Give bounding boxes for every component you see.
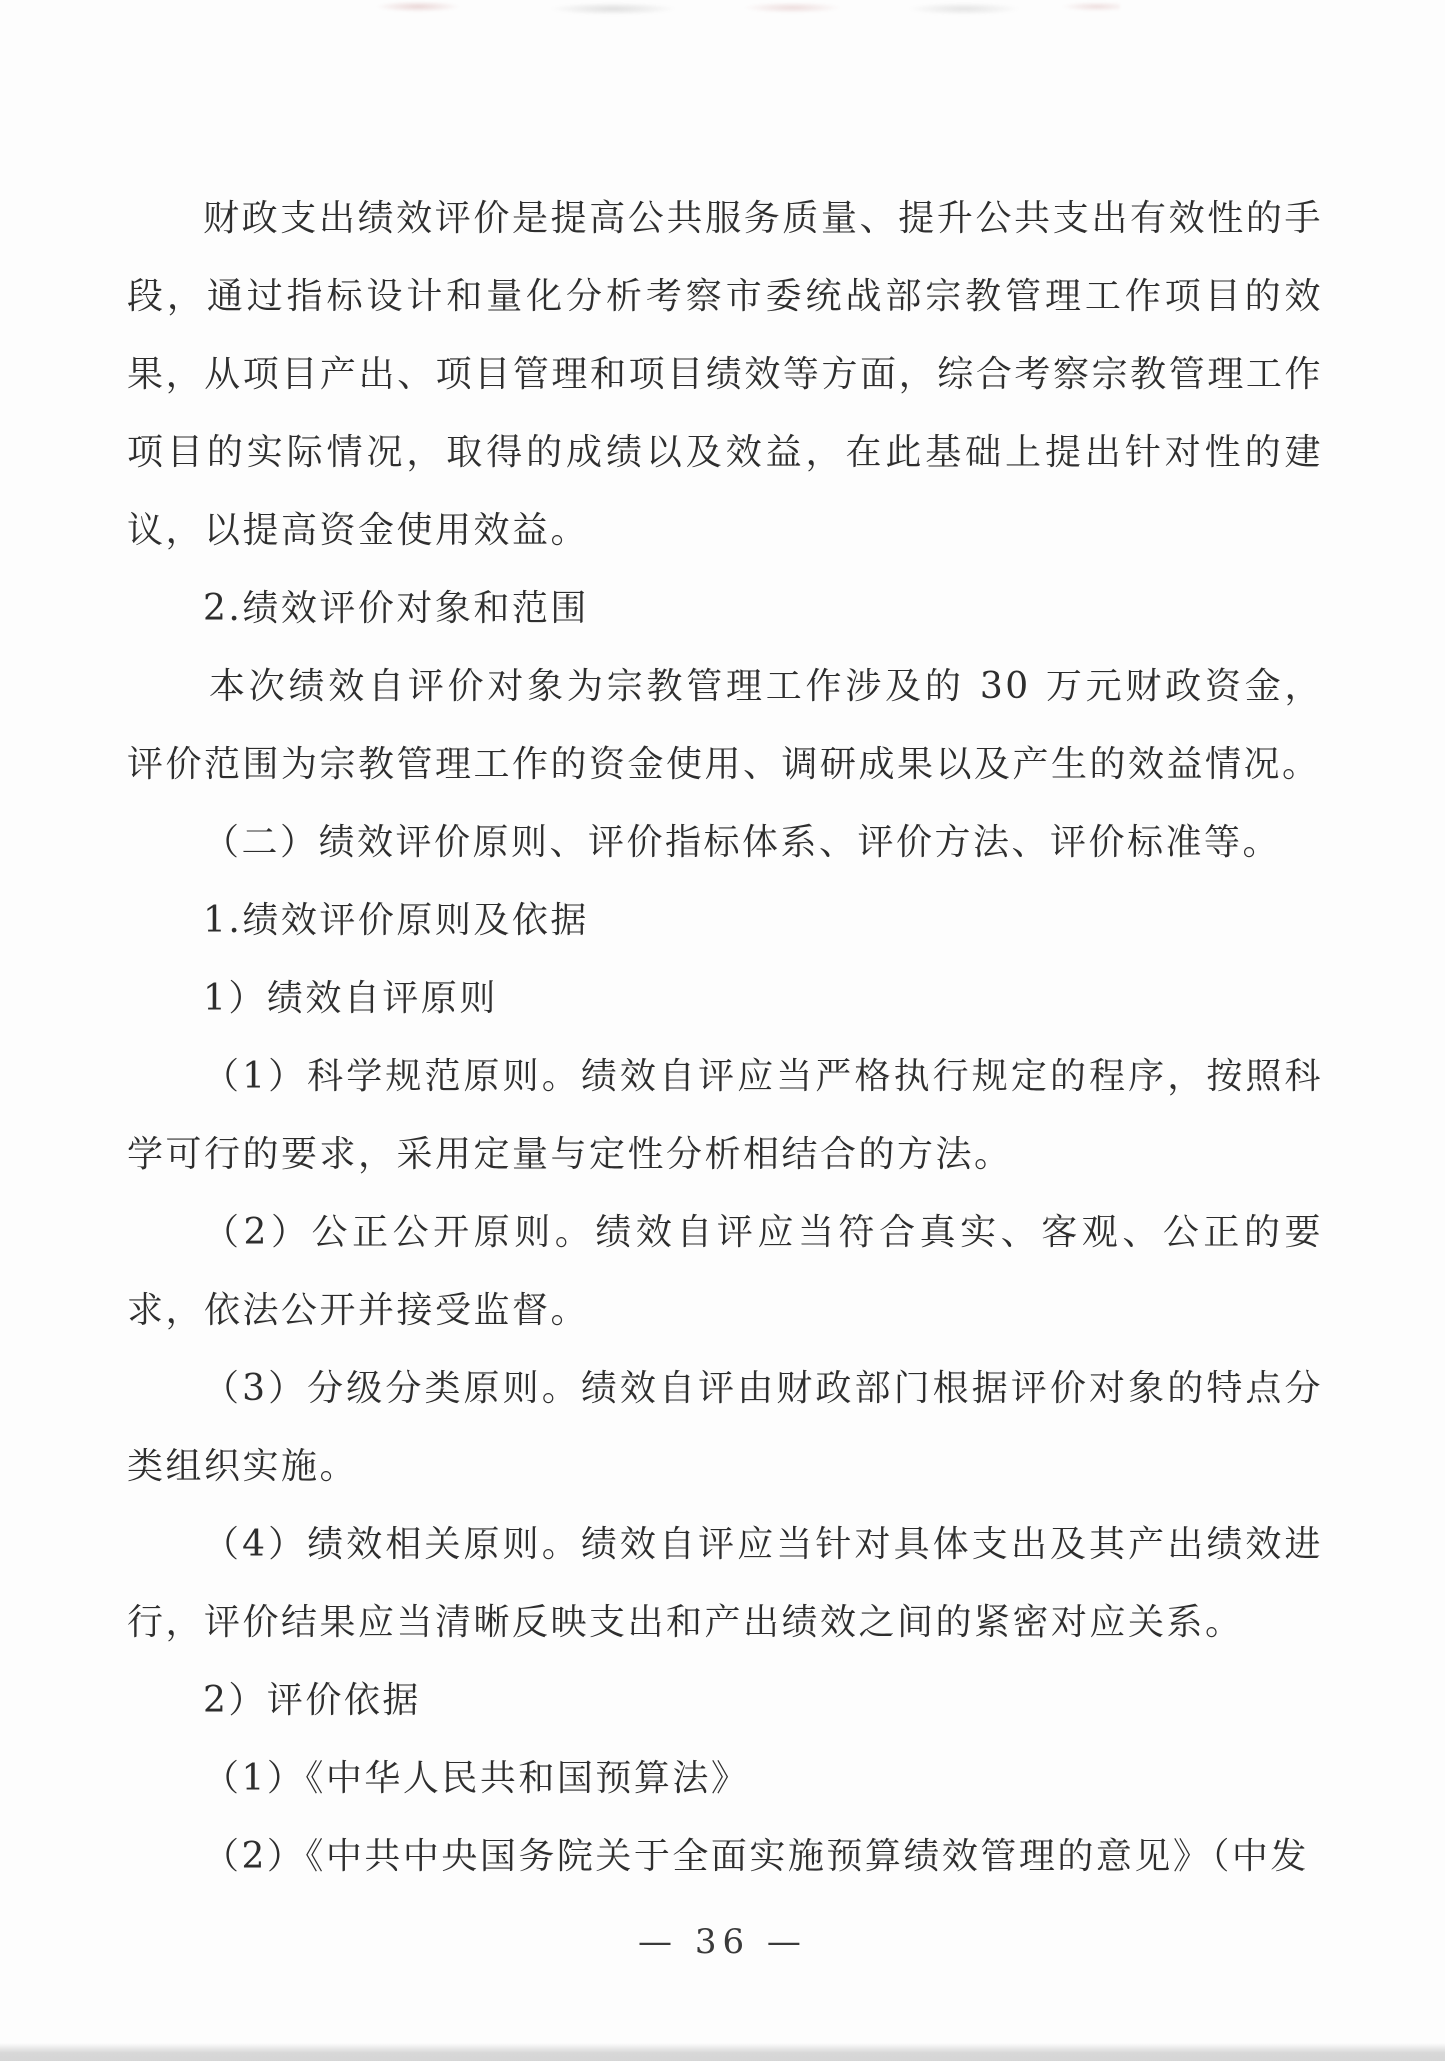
heading-evaluation-scope: 2.绩效评价对象和范围	[203, 588, 589, 629]
paragraph-scope-detail: 本次绩效自评价对象为宗教管理工作涉及的 30 万元财政资金，评价范围为宗教管理工作的资金使用、调研成果以及产生的效益情况。	[127, 666, 1323, 785]
heading-principles-basis: 1.绩效评价原则及依据	[203, 900, 589, 941]
paragraph-overview: 财政支出绩效评价是提高公共服务质量、提升公共支出有效性的手段，通过指标设计和量化分析考察市委统战部宗教管理工作项目的效果，从项目产出、项目管理和项目绩效等方面，综合考察宗教管理工作项目的实际情况，取得的成绩以及效益，在此基础上提出针对性的建议，以提高资金使用效益。	[127, 198, 1323, 551]
heading-section-two: （二）绩效评价原则、评价指标体系、评价方法、评价标准等。	[203, 822, 1282, 863]
paragraph-basis-1: （1）《中华人民共和国预算法》	[203, 1758, 750, 1799]
paragraph-basis-2: （2）《中共中央国务院关于全面实施预算绩效管理的意见》（中发	[203, 1836, 1309, 1877]
bleedthrough-artifact	[340, 0, 1120, 22]
paragraph-principle-2: （2）公正公开原则。绩效自评应当符合真实、客观、公正的要求，依法公开并接受监督。	[127, 1212, 1323, 1331]
scan-edge-artifact	[0, 2043, 1445, 2061]
paragraph-principle-1: （1）科学规范原则。绩效自评应当严格执行规定的程序，按照科学可行的要求，采用定量与定性分析相结合的方法。	[127, 1056, 1323, 1175]
page-number: — 36 —	[638, 1922, 807, 1962]
paragraph-principle-3: （3）分级分类原则。绩效自评由财政部门根据评价对象的特点分类组织实施。	[127, 1368, 1323, 1487]
heading-evaluation-basis: 2）评价依据	[203, 1680, 421, 1721]
heading-self-eval-principles: 1）绩效自评原则	[203, 978, 498, 1019]
document-body	[127, 180, 1323, 1896]
paragraph-principle-4: （4）绩效相关原则。绩效自评应当针对具体支出及其产出绩效进行，评价结果应当清晰反映支出和产出绩效之间的紧密对应关系。	[127, 1524, 1323, 1643]
